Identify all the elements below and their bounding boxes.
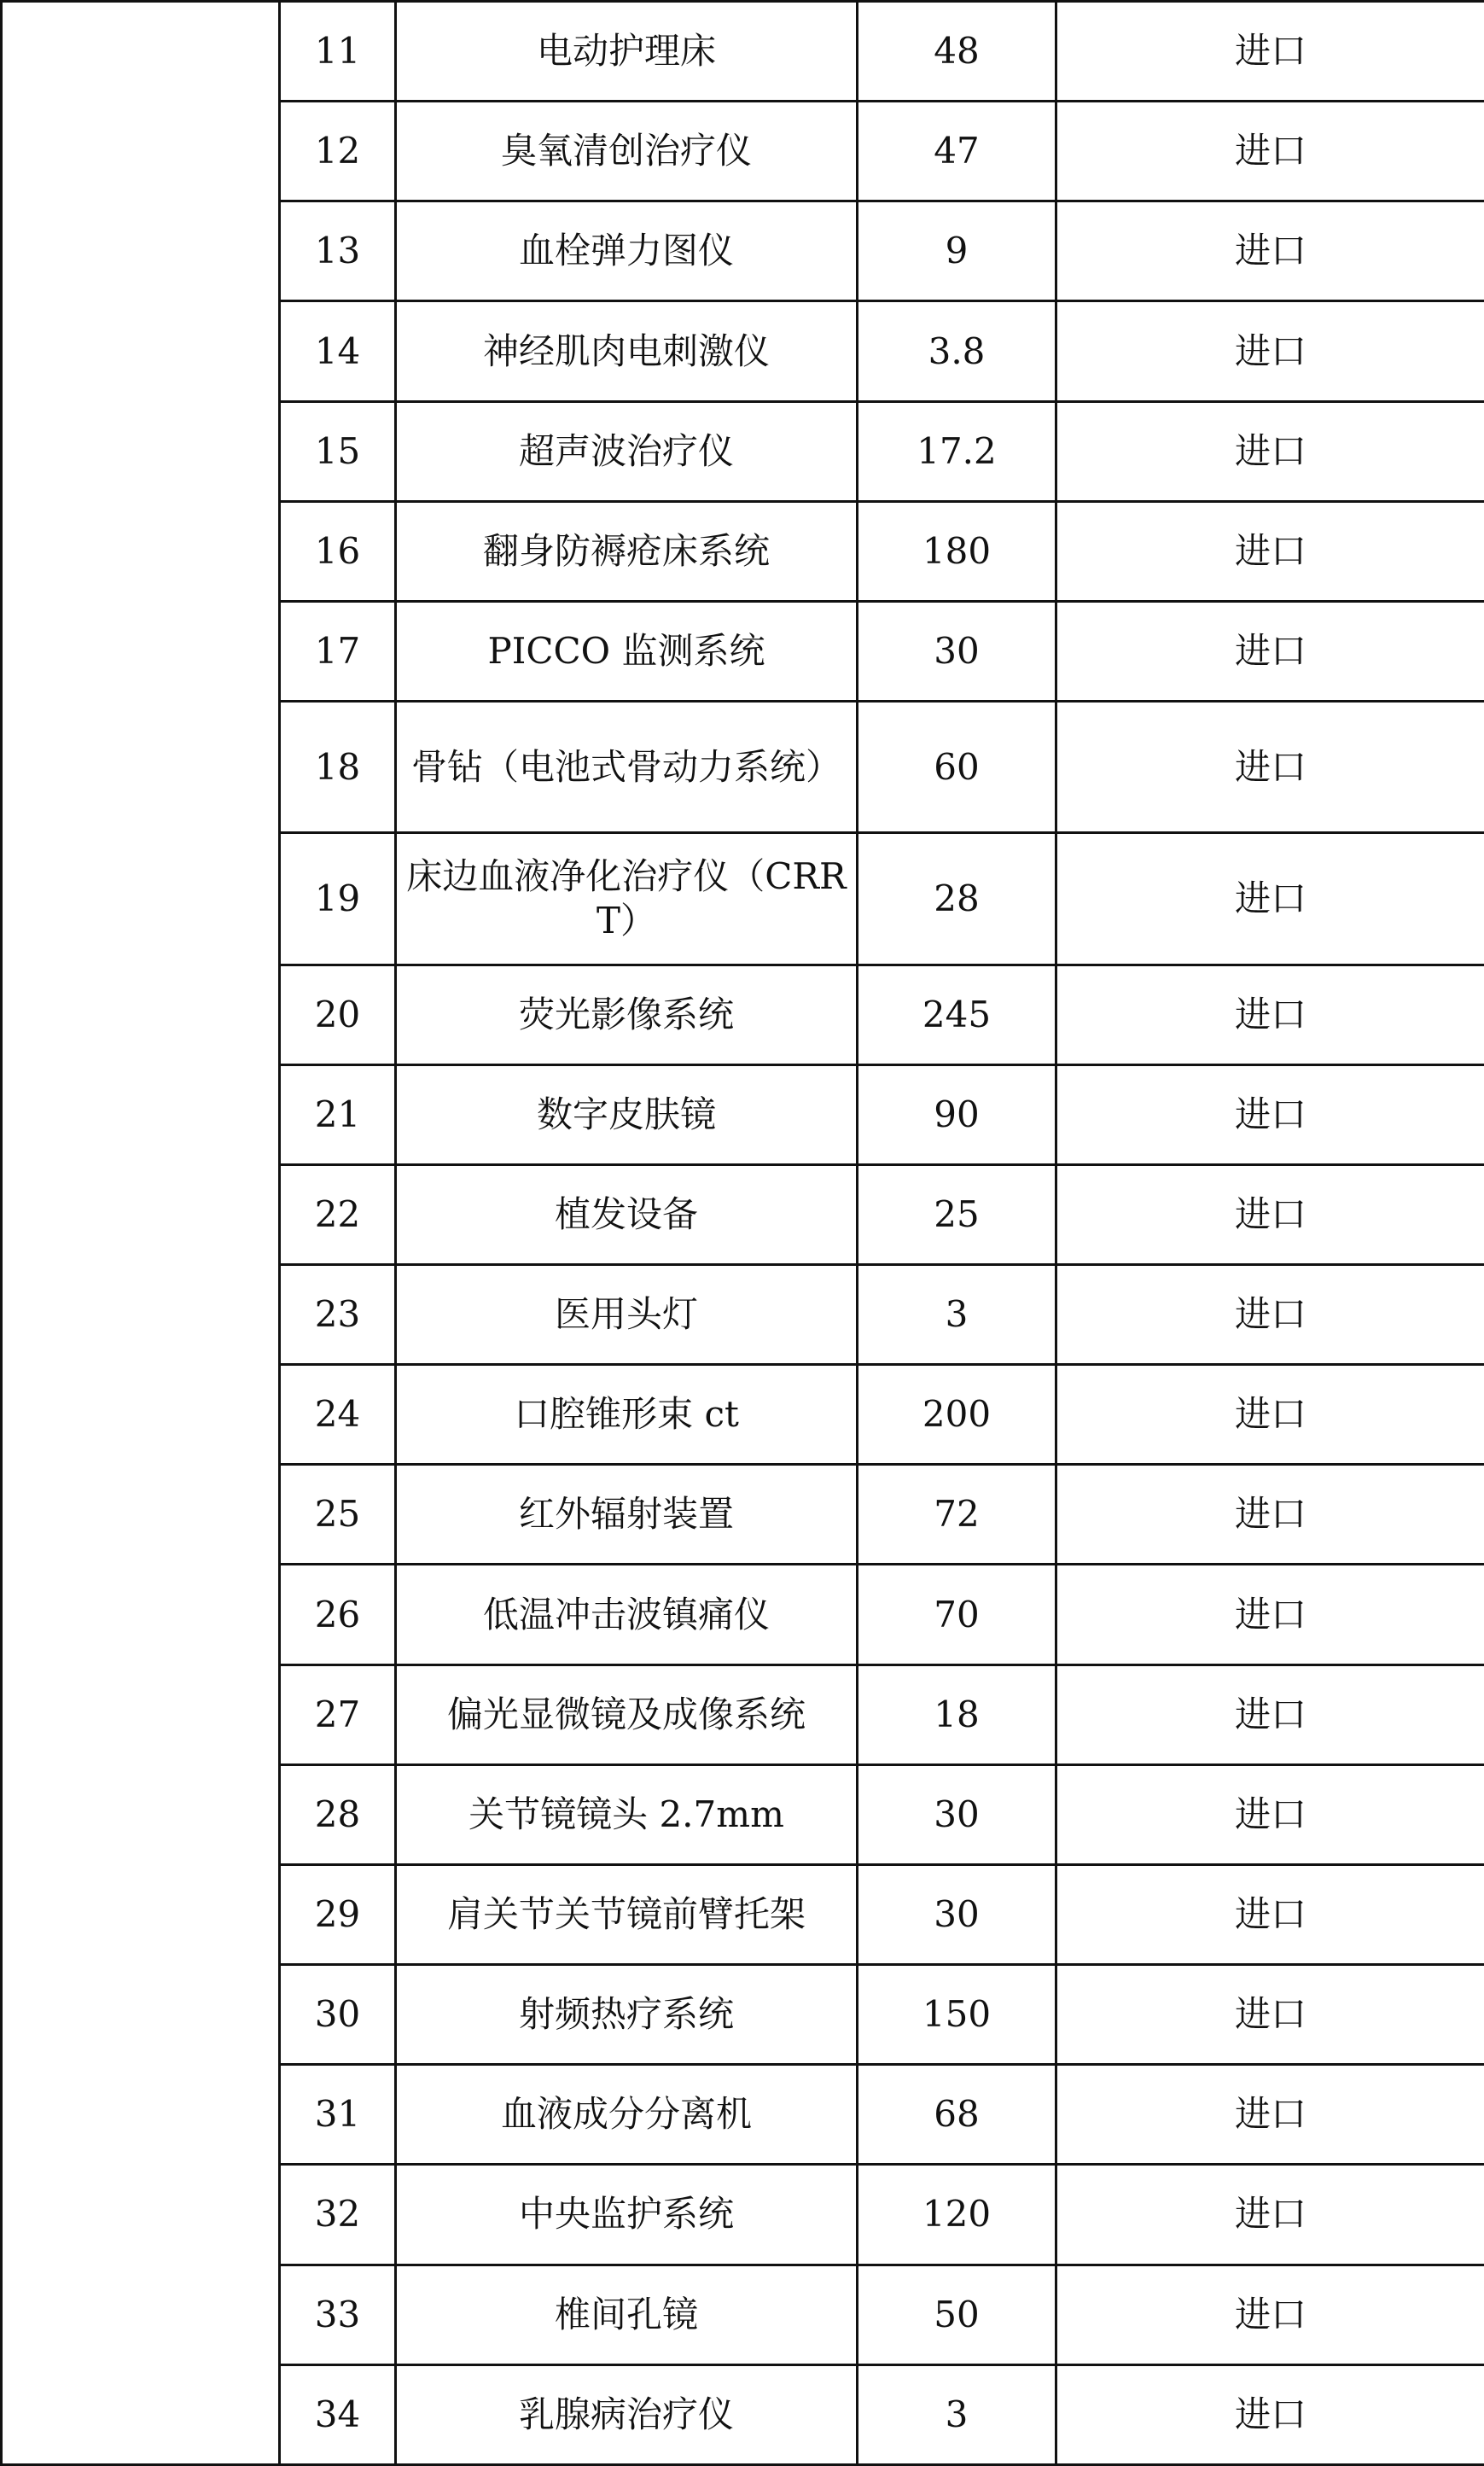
origin-cell: 进口 (1056, 401, 1484, 501)
origin-cell: 进口 (1056, 702, 1484, 833)
origin-cell: 进口 (1056, 1264, 1484, 1364)
serial-number-cell: 18 (280, 702, 396, 833)
origin-cell: 进口 (1056, 2065, 1484, 2165)
amount-cell: 9 (858, 201, 1056, 301)
origin-cell: 进口 (1056, 1664, 1484, 1764)
equipment-name-cell: 超声波治疗仪 (396, 401, 858, 501)
serial-number-cell: 21 (280, 1064, 396, 1164)
serial-number-cell: 16 (280, 501, 396, 601)
origin-cell: 进口 (1056, 1365, 1484, 1465)
equipment-name-cell: 床边血液净化治疗仪（CRRT） (396, 833, 858, 965)
origin-cell: 进口 (1056, 1064, 1484, 1164)
serial-number-cell: 23 (280, 1264, 396, 1364)
serial-number-cell: 27 (280, 1664, 396, 1764)
origin-cell: 进口 (1056, 601, 1484, 701)
amount-cell: 3.8 (858, 301, 1056, 401)
amount-cell: 48 (858, 2, 1056, 102)
equipment-name-cell: 医用头灯 (396, 1264, 858, 1364)
origin-cell: 进口 (1056, 965, 1484, 1064)
table-body (2, 2, 1484, 2465)
amount-cell: 30 (858, 1764, 1056, 1864)
amount-cell: 25 (858, 1164, 1056, 1264)
amount-cell: 120 (858, 2165, 1056, 2265)
equipment-name-cell: 射频热疗系统 (396, 1965, 858, 2065)
amount-cell: 200 (858, 1365, 1056, 1465)
serial-number-cell: 24 (280, 1365, 396, 1465)
serial-number-cell: 13 (280, 201, 396, 301)
origin-cell: 进口 (1056, 833, 1484, 965)
origin-cell: 进口 (1056, 1164, 1484, 1264)
equipment-name-cell: 血液成分分离机 (396, 2065, 858, 2165)
amount-cell: 68 (858, 2065, 1056, 2165)
equipment-name-cell: 植发设备 (396, 1164, 858, 1264)
serial-number-cell: 26 (280, 1565, 396, 1664)
serial-number-cell: 20 (280, 965, 396, 1064)
equipment-name-cell: 骨钻（电池式骨动力系统） (396, 702, 858, 833)
serial-number-cell: 17 (280, 601, 396, 701)
origin-cell: 进口 (1056, 1864, 1484, 1964)
equipment-name-cell: 中央监护系统 (396, 2165, 858, 2265)
equipment-name-cell: 荧光影像系统 (396, 965, 858, 1064)
origin-cell: 进口 (1056, 2364, 1484, 2464)
amount-cell: 47 (858, 102, 1056, 201)
equipment-name-cell: 数字皮肤镜 (396, 1064, 858, 1164)
origin-cell: 进口 (1056, 1465, 1484, 1565)
equipment-name-cell: 偏光显微镜及成像系统 (396, 1664, 858, 1764)
amount-cell: 18 (858, 1664, 1056, 1764)
amount-cell: 180 (858, 501, 1056, 601)
equipment-name-cell: 臭氧清创治疗仪 (396, 102, 858, 201)
origin-cell: 进口 (1056, 1965, 1484, 2065)
serial-number-cell: 14 (280, 301, 396, 401)
serial-number-cell: 29 (280, 1864, 396, 1964)
serial-number-cell: 30 (280, 1965, 396, 2065)
serial-number-cell: 11 (280, 2, 396, 102)
table-row (2, 2, 1484, 102)
equipment-name-cell: 神经肌肉电刺激仪 (396, 301, 858, 401)
origin-cell: 进口 (1056, 102, 1484, 201)
equipment-name-cell: 乳腺病治疗仪 (396, 2364, 858, 2464)
origin-cell: 进口 (1056, 2, 1484, 102)
equipment-name-cell: 椎间孔镜 (396, 2265, 858, 2364)
origin-cell: 进口 (1056, 201, 1484, 301)
serial-number-cell: 15 (280, 401, 396, 501)
origin-cell: 进口 (1056, 2265, 1484, 2364)
amount-cell: 28 (858, 833, 1056, 965)
serial-number-cell: 25 (280, 1465, 396, 1565)
equipment-name-cell: 血栓弹力图仪 (396, 201, 858, 301)
serial-number-cell: 34 (280, 2364, 396, 2464)
amount-cell: 245 (858, 965, 1056, 1064)
equipment-name-cell: 电动护理床 (396, 2, 858, 102)
amount-cell: 90 (858, 1064, 1056, 1164)
equipment-name-cell: 低温冲击波镇痛仪 (396, 1565, 858, 1664)
merged-category-cell (2, 2, 280, 2465)
origin-cell: 进口 (1056, 1565, 1484, 1664)
origin-cell: 进口 (1056, 301, 1484, 401)
amount-cell: 30 (858, 601, 1056, 701)
equipment-name-cell: 肩关节关节镜前臂托架 (396, 1864, 858, 1964)
amount-cell: 150 (858, 1965, 1056, 2065)
amount-cell: 3 (858, 2364, 1056, 2464)
amount-cell: 30 (858, 1864, 1056, 1964)
equipment-name-cell: 口腔锥形束 ct (396, 1365, 858, 1465)
amount-cell: 72 (858, 1465, 1056, 1565)
serial-number-cell: 12 (280, 102, 396, 201)
equipment-name-cell: 翻身防褥疮床系统 (396, 501, 858, 601)
serial-number-cell: 28 (280, 1764, 396, 1864)
serial-number-cell: 33 (280, 2265, 396, 2364)
amount-cell: 70 (858, 1565, 1056, 1664)
origin-cell: 进口 (1056, 1764, 1484, 1864)
serial-number-cell: 19 (280, 833, 396, 965)
equipment-name-cell: 红外辐射装置 (396, 1465, 858, 1565)
amount-cell: 17.2 (858, 401, 1056, 501)
equipment-name-cell: 关节镜镜头 2.7mm (396, 1764, 858, 1864)
equipment-name-cell: PICCO 监测系统 (396, 601, 858, 701)
amount-cell: 50 (858, 2265, 1056, 2364)
origin-cell: 进口 (1056, 2165, 1484, 2265)
amount-cell: 3 (858, 1264, 1056, 1364)
serial-number-cell: 32 (280, 2165, 396, 2265)
serial-number-cell: 31 (280, 2065, 396, 2165)
origin-cell: 进口 (1056, 501, 1484, 601)
amount-cell: 60 (858, 702, 1056, 833)
serial-number-cell: 22 (280, 1164, 396, 1264)
